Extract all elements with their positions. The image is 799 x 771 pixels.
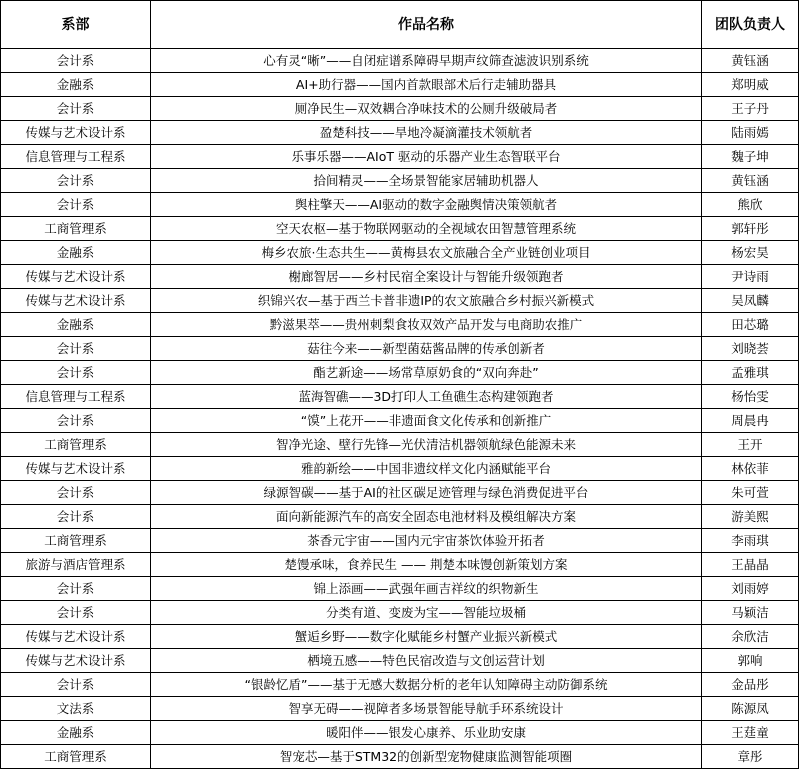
table-row [1, 505, 799, 529]
cell-team-leader: 孟雅琪 [702, 361, 799, 385]
cell-department: 信息管理与工程系 [1, 145, 151, 169]
cell-department: 会计系 [1, 601, 151, 625]
cell-team-leader: 郭响 [702, 649, 799, 673]
table-row [1, 529, 799, 553]
cell-team-leader: 李雨琪 [702, 529, 799, 553]
cell-project-name: AI+助行器——国内首款眼部术后行走辅助器具 [151, 73, 702, 97]
cell-department: 传媒与艺术设计系 [1, 289, 151, 313]
cell-team-leader: 章彤 [702, 745, 799, 769]
table-row [1, 193, 799, 217]
cell-department: 工商管理系 [1, 745, 151, 769]
cell-project-name: 雅韵新绘——中国非遗纹样文化内涵赋能平台 [151, 457, 702, 481]
cell-team-leader: 黄钰涵 [702, 49, 799, 73]
cell-team-leader: 周晨冉 [702, 409, 799, 433]
cell-project-name: 面向新能源汽车的高安全固态电池材料及模组解决方案 [151, 505, 702, 529]
cell-team-leader: 魏子坤 [702, 145, 799, 169]
cell-team-leader: 刘雨婷 [702, 577, 799, 601]
cell-team-leader: 王晶晶 [702, 553, 799, 577]
cell-project-name: 智宠芯—基于STM32的创新型宠物健康监测智能项圈 [151, 745, 702, 769]
cell-department: 会计系 [1, 577, 151, 601]
cell-department: 会计系 [1, 505, 151, 529]
table-row [1, 73, 799, 97]
cell-project-name: 厕净民生—双效耦合净味技术的公厕升级破局者 [151, 97, 702, 121]
cell-team-leader: 王开 [702, 433, 799, 457]
cell-team-leader: 杨宏昊 [702, 241, 799, 265]
cell-team-leader: 杨怡雯 [702, 385, 799, 409]
cell-team-leader: 刘晓荟 [702, 337, 799, 361]
cell-department: 会计系 [1, 361, 151, 385]
cell-department: 会计系 [1, 481, 151, 505]
header-department: 系部 [1, 1, 151, 49]
cell-project-name: 蓝海智礁——3D打印人工鱼礁生态构建领跑者 [151, 385, 702, 409]
cell-project-name: 锦上添画——武强年画吉祥纹的织物新生 [151, 577, 702, 601]
cell-project-name: 心有灵“晰”——自闭症谱系障碍早期声纹筛查滤波识别系统 [151, 49, 702, 73]
cell-project-name: 舆柱擎天——AI驱动的数字金融舆情决策领航者 [151, 193, 702, 217]
cell-project-name: 菇往今来——新型菌菇酱品牌的传承创新者 [151, 337, 702, 361]
table-row [1, 697, 799, 721]
cell-department: 传媒与艺术设计系 [1, 625, 151, 649]
table-row [1, 457, 799, 481]
cell-team-leader: 王莛童 [702, 721, 799, 745]
cell-team-leader: 尹诗雨 [702, 265, 799, 289]
cell-project-name: 梅乡农旅·生态共生——黄梅县农文旅融合全产业链创业项目 [151, 241, 702, 265]
cell-project-name: 黔滋果萃——贵州刺梨食妆双效产品开发与电商助农推广 [151, 313, 702, 337]
cell-project-name: 织锦兴农—基于西兰卡普非遗IP的农文旅融合乡村振兴新模式 [151, 289, 702, 313]
cell-team-leader: 游美熙 [702, 505, 799, 529]
cell-department: 会计系 [1, 337, 151, 361]
cell-project-name: 绿源智碳——基于AI的社区碳足迹管理与绿色消费促进平台 [151, 481, 702, 505]
cell-department: 会计系 [1, 169, 151, 193]
cell-department: 信息管理与工程系 [1, 385, 151, 409]
table-row [1, 433, 799, 457]
cell-department: 会计系 [1, 409, 151, 433]
table-row [1, 361, 799, 385]
cell-department: 会计系 [1, 49, 151, 73]
cell-team-leader: 马颖洁 [702, 601, 799, 625]
cell-team-leader: 余欣洁 [702, 625, 799, 649]
cell-project-name: 拾间精灵——全场景智能家居辅助机器人 [151, 169, 702, 193]
cell-team-leader: 吴凤麟 [702, 289, 799, 313]
table-row [1, 121, 799, 145]
cell-project-name: 空天农枢—基于物联网驱动的全视域农田智慧管理系统 [151, 217, 702, 241]
cell-project-name: “馍”上花开——非遗面食文化传承和创新推广 [151, 409, 702, 433]
cell-project-name: 榭廊智居——乡村民宿全案设计与智能升级领跑者 [151, 265, 702, 289]
cell-department: 会计系 [1, 673, 151, 697]
table-row [1, 265, 799, 289]
table-row [1, 241, 799, 265]
table-row [1, 625, 799, 649]
table-row [1, 601, 799, 625]
table-body [1, 49, 799, 769]
table-row [1, 145, 799, 169]
cell-department: 金融系 [1, 241, 151, 265]
table-row [1, 169, 799, 193]
cell-team-leader: 林依菲 [702, 457, 799, 481]
table-row [1, 553, 799, 577]
cell-project-name: 栖境五感——特色民宿改造与文创运营计划 [151, 649, 702, 673]
table-row [1, 385, 799, 409]
cell-project-name: 蟹逅乡野——数字化赋能乡村蟹产业振兴新模式 [151, 625, 702, 649]
cell-team-leader: 黄钰涵 [702, 169, 799, 193]
cell-department: 工商管理系 [1, 529, 151, 553]
table-row [1, 577, 799, 601]
cell-department: 传媒与艺术设计系 [1, 649, 151, 673]
cell-project-name: 智净光途、壁行先锋—光伏清洁机器领航绿色能源未来 [151, 433, 702, 457]
table-row [1, 721, 799, 745]
cell-project-name: 智享无碍——视障者多场景智能导航手环系统设计 [151, 697, 702, 721]
table-row [1, 49, 799, 73]
cell-department: 工商管理系 [1, 433, 151, 457]
cell-department: 金融系 [1, 721, 151, 745]
cell-department: 传媒与艺术设计系 [1, 121, 151, 145]
table-row [1, 313, 799, 337]
header-project-name: 作品名称 [151, 1, 702, 49]
cell-department: 金融系 [1, 313, 151, 337]
table-row [1, 409, 799, 433]
cell-project-name: 乐事乐器——AIoT 驱动的乐器产业生态智联平台 [151, 145, 702, 169]
table-row [1, 649, 799, 673]
cell-department: 会计系 [1, 193, 151, 217]
table-row [1, 745, 799, 769]
cell-project-name: 分类有道、变废为宝——智能垃圾桶 [151, 601, 702, 625]
table-row [1, 481, 799, 505]
header-team-leader: 团队负责人 [702, 1, 799, 49]
cell-team-leader: 郑明威 [702, 73, 799, 97]
table-row [1, 337, 799, 361]
cell-team-leader: 陆雨嫣 [702, 121, 799, 145]
cell-department: 文法系 [1, 697, 151, 721]
cell-project-name: 茶香元宇宙——国内元宇宙茶饮体验开拓者 [151, 529, 702, 553]
cell-project-name: 楚馒承味，食养民生 —— 荆楚本味馒创新策划方案 [151, 553, 702, 577]
cell-department: 工商管理系 [1, 217, 151, 241]
table-header-row [1, 1, 799, 49]
table-row [1, 97, 799, 121]
cell-team-leader: 郭轩彤 [702, 217, 799, 241]
cell-team-leader: 王子丹 [702, 97, 799, 121]
cell-department: 金融系 [1, 73, 151, 97]
cell-team-leader: 田芯璐 [702, 313, 799, 337]
cell-department: 传媒与艺术设计系 [1, 457, 151, 481]
cell-project-name: 暖阳伴——银发心康养、乐业助安康 [151, 721, 702, 745]
cell-team-leader: 陈源凤 [702, 697, 799, 721]
cell-team-leader: 金品彤 [702, 673, 799, 697]
cell-project-name: 酯艺新途——场常草原奶食的“双向奔赴” [151, 361, 702, 385]
cell-project-name: “银龄忆盾”——基于无感大数据分析的老年认知障碍主动防御系统 [151, 673, 702, 697]
cell-team-leader: 朱可萱 [702, 481, 799, 505]
cell-project-name: 盈楚科技——旱地冷凝滴灌技术领航者 [151, 121, 702, 145]
cell-department: 传媒与艺术设计系 [1, 265, 151, 289]
table-row [1, 217, 799, 241]
cell-team-leader: 熊欣 [702, 193, 799, 217]
table-row [1, 673, 799, 697]
cell-department: 会计系 [1, 97, 151, 121]
table-row [1, 289, 799, 313]
cell-department: 旅游与酒店管理系 [1, 553, 151, 577]
